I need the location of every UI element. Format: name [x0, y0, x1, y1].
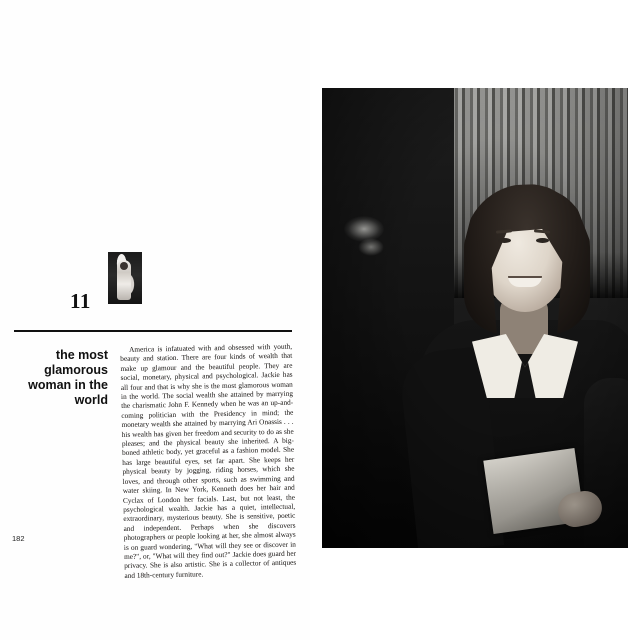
chapter-title: the most glamorous woman in the world [28, 348, 108, 407]
photo-vignette [322, 88, 628, 548]
horizontal-rule [14, 330, 292, 332]
body-paragraph: America is infatuated with and obsessed with youth, beauty and station. There are four kinds of wealth that make up glamour and the beautiful people. They are social, monetary, physical and psychological. Jackie has all four and that is why she is the most glamorous woman in the world. The social wealth she attained by marrying the charismatic John F. Kennedy when he was an up-and-coming politician with the Presidency in mind; the monetary wealth she attained by marrying Ari Onassis . . . his wealth has given her freedom and security to do as she pleases; and the physical beauty she inherited. A big-boned athletic body, yet graceful as a fashion model. She has large beautiful eyes, set far apart. She keeps her physical beauty by jogging, riding horses, which she loves, and through other sports, such as swimming and water skiing. In New York, Kenneth does her hair and Cyclax of London her facials. Last, but not least, the psychological wealth. Jackie has a quiet, intellectual, extraordinary, mysterious beauty. She is sensitive, poetic and independent. Perhaps when she discovers photographers or people looking at her, she almost always is on guard wondering, "What will they see or discover in me?", or, "What will they find out?" Jackie does guard her privacy. She is also artistic. She is a collector of antiques and 18th-century furniture. [120, 341, 297, 580]
right-page-photograph [322, 88, 628, 548]
thumbnail-figure [117, 260, 131, 300]
body-text-column [120, 342, 296, 580]
chapter-opener [70, 252, 180, 322]
left-text-page [0, 0, 310, 640]
chapter-thumbnail-image [108, 252, 142, 304]
chapter-number: 11 [70, 289, 91, 313]
page-number: 182 [12, 534, 25, 543]
